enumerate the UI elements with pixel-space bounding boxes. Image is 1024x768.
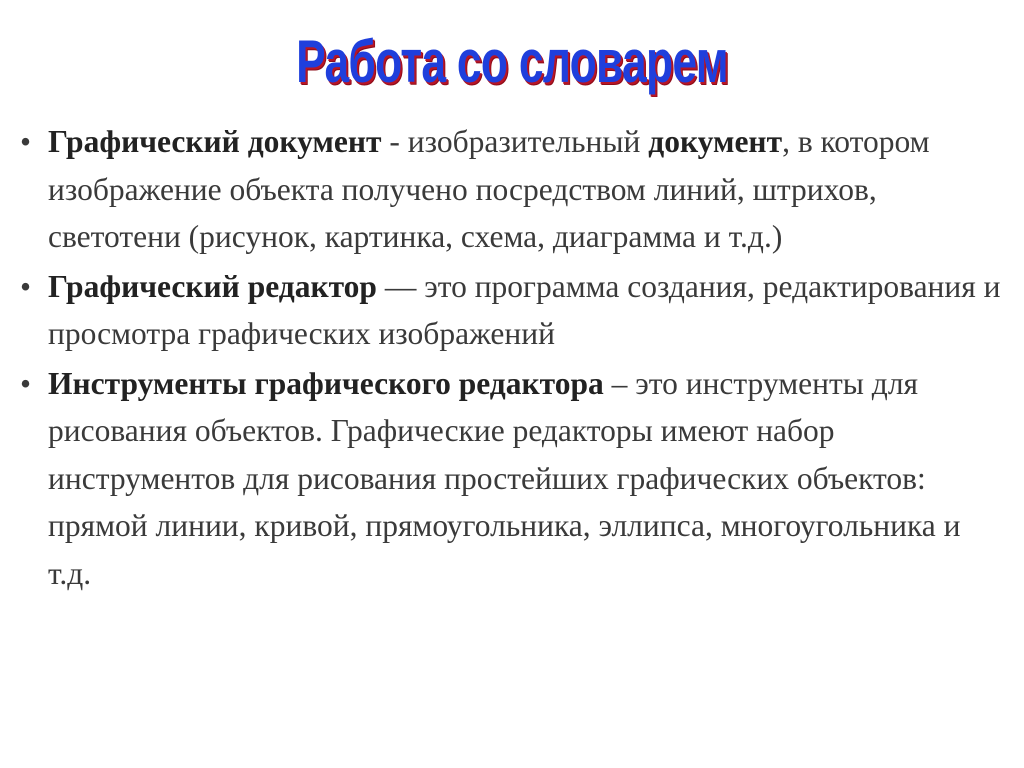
bullet-icon: • [20,268,32,304]
definition-text: – это инструменты для рисования объектов. Графические редакторы имеют набор инструментов для рисования простейших графических объектов: прямой линии, кривой, прямоугольника, эллипса, многоугольника и т.д. [48,365,961,591]
definition-part-2: , в котором изображение объекта получено посредством линий, штрихов, светотени (рисунок, картинка, схема, диаграмма и т.д.) [48,124,930,254]
bullet-icon: • [20,124,32,159]
list-item-graphic-document [20,118,1004,261]
term-editor-tools: Инструменты графического редактора [48,365,604,401]
slide-title: Работа со словарем [296,28,728,95]
definition-bold-word: документ [648,124,783,159]
definition-part-1: - изобразительный [381,124,649,159]
list-item-graphic-editor [20,263,1004,358]
bullet-icon: • [20,365,32,401]
list-item-editor-tools [20,360,1004,598]
bullet-list [20,118,1004,599]
definition-text: — это программа создания, редактирования и просмотра графических изображений [48,268,1001,351]
term-graphic-editor: Графический редактор [48,268,377,304]
term-graphic-document: Графический документ [48,124,382,159]
